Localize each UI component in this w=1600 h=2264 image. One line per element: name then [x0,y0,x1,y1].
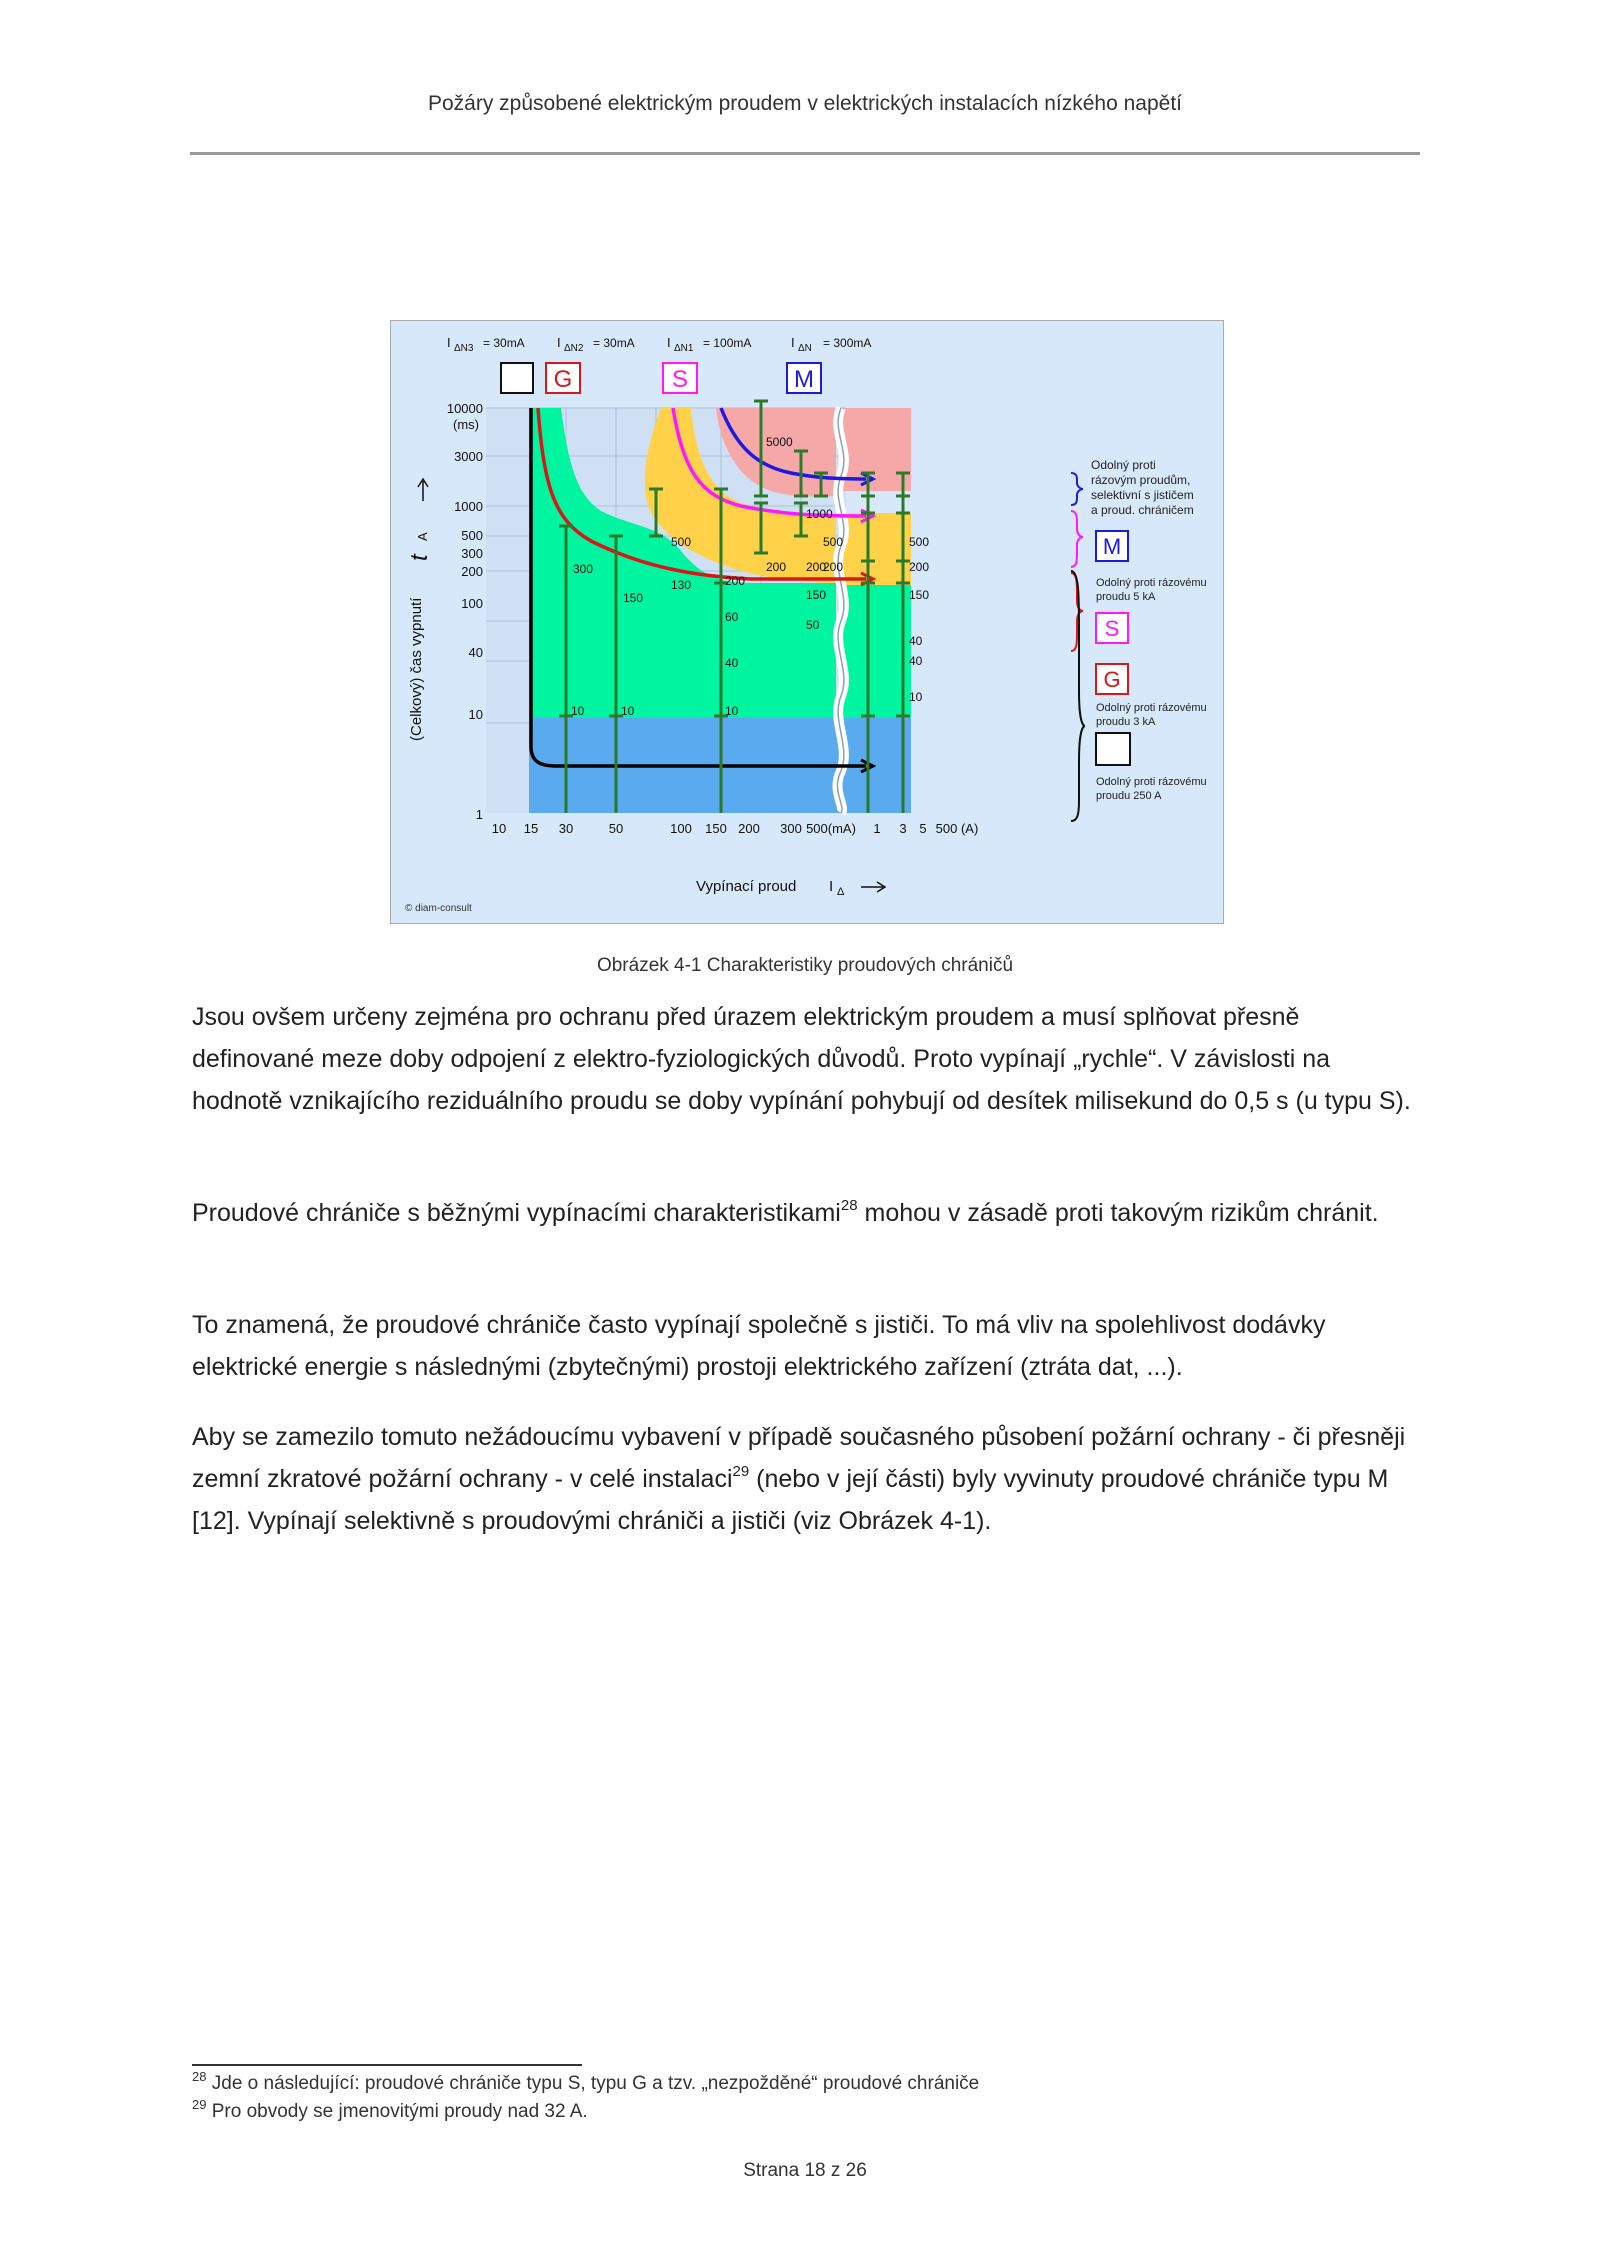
limit-label: 5000 [766,435,793,449]
limit-label: 10 [621,704,635,718]
svg-text:ΔN: ΔN [798,343,812,354]
svg-text:100: 100 [670,821,692,836]
svg-text:Odolný proti: Odolný proti [1091,458,1156,472]
rcd-chart-detail [391,321,1223,923]
y-axis-title: (Celkový) čas vypnutí [408,597,425,741]
svg-text:= 30mA: = 30mA [483,336,525,350]
header-divider [190,152,1420,155]
paragraph-3: To znamená, že proudové chrániče často vypínají společně s jističi. To má vliv na spolehlivost dodávky elektrické energie s následnými (zbytečnými) prostoji elektrického zařízení (ztráta dat, ...). [192,1311,1326,1381]
svg-text:ΔN2: ΔN2 [564,343,584,354]
svg-text:ΔN3: ΔN3 [454,343,474,354]
limit-label: 150 [623,591,644,605]
svg-text:10: 10 [491,821,507,836]
rated-current-label: I [791,335,795,350]
svg-text:40: 40 [468,645,483,660]
limit-label: 150 [909,588,930,602]
svg-text:G: G [1103,667,1121,692]
svg-text:200: 200 [738,821,760,836]
footnote-ref-28[interactable]: 28 [840,1197,858,1214]
page-header: Požáry způsobené elektrickým proudem v elektrických instalacích nízkého napětí [427,92,1183,115]
limit-label: 130 [671,578,692,592]
limit-label: 300 [573,562,594,576]
svg-text:G: G [553,366,573,393]
rcd-characteristics-figure [390,320,1224,924]
svg-text:M: M [1102,534,1122,559]
svg-text:= 30mA: = 30mA [593,336,635,350]
footnote-divider [192,2064,582,2066]
svg-text:30: 30 [558,821,574,836]
svg-text:15: 15 [523,821,539,836]
svg-text:500(mA): 500(mA) [806,821,856,836]
svg-text:proudu 3 kA: proudu 3 kA [1096,716,1156,728]
limit-label: 60 [725,610,739,624]
limit-label: 200 [725,574,746,588]
svg-text:1: 1 [873,821,881,836]
limit-label: 10 [909,690,923,704]
svg-text:selektivní s jističem: selektivní s jističem [1091,488,1194,502]
limit-label: 500 [909,535,930,549]
figure-copyright: © diam-consult [405,903,472,914]
svg-text:300: 300 [461,546,483,561]
svg-text:1000: 1000 [454,499,483,514]
svg-text:3: 3 [899,821,907,836]
svg-text:Odolný proti rázovému: Odolný proti rázovému [1096,577,1207,589]
limit-label: 40 [909,634,923,648]
y-axis-symbol: t [406,554,433,561]
svg-text:100: 100 [461,596,483,611]
limit-label: 40 [909,654,923,668]
svg-text:= 100mA: = 100mA [703,336,752,350]
svg-text:Odolný proti rázovému: Odolný proti rázovému [1096,776,1207,788]
limit-label: 200 [909,560,930,574]
x-axis-symbol-sub: Δ [837,886,845,898]
svg-text:a proud. chráničem: a proud. chráničem [1091,503,1194,517]
svg-text:200: 200 [461,564,483,579]
x-axis-symbol: I [829,878,834,895]
svg-text:10000: 10000 [446,401,483,416]
svg-text:S: S [1104,616,1120,641]
figure-caption: Obrázek 4-1 Charakteristiky proudových chráničů [596,955,1014,976]
limit-label: 200 [823,560,844,574]
paragraph-2: Proudové chrániče s běžnými vypínacími charakteristikami$^{28}$ mohou v zásadě proti takovým rizikům chránit. [192,1197,1379,1227]
svg-text:300: 300 [780,821,802,836]
limit-label: 150 [806,588,827,602]
limit-label: 1000 [806,507,833,521]
page-number: Strana 18 z 26 [743,2160,867,2181]
svg-text:= 300mA: = 300mA [823,336,872,350]
limit-label: 40 [725,656,739,670]
limit-label: 50 [806,618,820,632]
svg-text:proudu 5 kA: proudu 5 kA [1096,591,1156,603]
svg-text:ΔN1: ΔN1 [674,343,694,354]
svg-text:500: 500 [461,528,483,543]
svg-text:S: S [671,366,689,393]
x-axis-title: Vypínací proud [696,878,797,895]
limit-label: 10 [571,704,585,718]
svg-text:50: 50 [608,821,624,836]
rated-current-label: I [667,335,671,350]
limit-label: 200 [766,560,787,574]
badge-none [501,363,533,393]
footnote-28: $^{28}$ Jde o následující: proudové chrániče typu S, typu G a tzv. „nezpožděné“ proudové chrániče [192,2069,980,2094]
svg-text:500 (A): 500 (A) [935,821,979,836]
y-axis-symbol-sub: A [415,532,430,541]
y-unit-label: (ms) [453,417,479,432]
footnote-29: $^{29}$ Pro obvody se jmenovitými proudy nad 32 A. [192,2097,588,2122]
limit-label: 500 [671,535,692,549]
svg-text:150: 150 [705,821,727,836]
svg-text:M: M [794,366,814,393]
footnote-ref-29[interactable]: 29 [732,1463,750,1480]
svg-text:Odolný proti rázovému: Odolný proti rázovému [1096,702,1207,714]
paragraph-4: Aby se zamezilo tomuto nežádoucímu vybavení v případě současného působení požární ochrany - či přesněji zemní zkratové požární ochrany - v celé instalaci$^{29}$ (nebo v její části) byly vyvinuty proudové chrániče typu M [12]. Vypínají selektivně s proudovými chrániči a jističi (viz Obrázek 4-1). [192,1423,1406,1535]
rated-current-label: I [447,335,451,350]
limit-label: 500 [823,535,844,549]
svg-text:10: 10 [468,707,483,722]
svg-text:rázovým proudům,: rázovým proudům, [1091,473,1191,487]
paragraph-1: Jsou ovšem určeny zejména pro ochranu před úrazem elektrickým proudem a musí splňovat přesně definované meze doby odpojení z elektro-fyziologických důvodů. Proto vypínají „rychle“. V závislosti na hodnotě vznikajícího reziduálního proudu se doby vypínání pohybují od desítek milisekund do 0,5 s (u typu S). [192,1003,1411,1115]
svg-text:proudu 250 A: proudu 250 A [1096,790,1162,802]
svg-text:3000: 3000 [454,449,483,464]
limit-label: 200 [806,560,827,574]
rated-current-label: I [557,335,561,350]
limit-label: 10 [725,704,739,718]
svg-text:1: 1 [475,807,483,822]
svg-text:5: 5 [919,821,927,836]
